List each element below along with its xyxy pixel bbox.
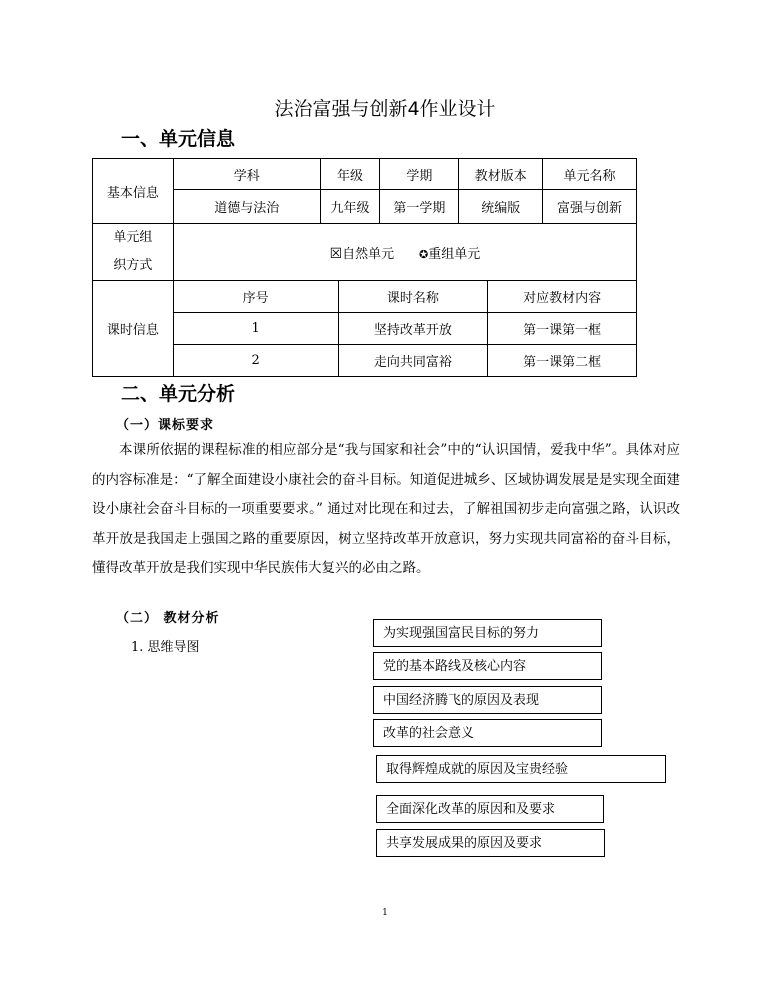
org-method-options xyxy=(173,224,636,281)
header-textbook-version: 教材版本 xyxy=(459,159,543,190)
unit-info-table xyxy=(92,158,637,377)
option-regroup-unit: 重组单元 xyxy=(428,246,481,262)
mindmap-box: 共享发展成果的原因及要求 xyxy=(376,829,605,857)
mindmap-box: 党的基本路线及核心内容 xyxy=(373,652,602,680)
lesson-content: 第一课第二框 xyxy=(488,345,637,377)
subheading-curriculum-requirements: （一）课标要求 xyxy=(116,418,215,433)
org-method-label xyxy=(93,224,174,281)
lesson-header-content: 对应教材内容 xyxy=(488,281,637,313)
header-unit-name: 单元名称 xyxy=(543,159,637,190)
value-semester: 第一学期 xyxy=(380,190,459,224)
lesson-header-name: 课时名称 xyxy=(338,281,488,313)
document-title: 法治富强与创新4作业设计 xyxy=(274,98,496,120)
lesson-info-label: 课时信息 xyxy=(93,281,174,377)
section-heading-unit-info: 一、单元信息 xyxy=(121,128,236,150)
curriculum-paragraph xyxy=(92,436,680,584)
header-subject: 学科 xyxy=(173,159,320,190)
basic-info-label: 基本信息 xyxy=(93,159,174,224)
lesson-content: 第一课第一框 xyxy=(488,313,637,345)
mindmap-box: 改革的社会意义 xyxy=(373,719,602,747)
mindmap-box: 全面深化改革的原因和及要求 xyxy=(376,795,604,823)
table-row xyxy=(93,345,637,377)
lesson-name: 坚持改革开放 xyxy=(338,313,488,345)
table-row xyxy=(93,313,637,345)
value-textbook-version: 统编版 xyxy=(459,190,543,224)
page-number: 1 xyxy=(382,908,388,918)
header-semester: 学期 xyxy=(380,159,459,190)
checkbox-checked-icon[interactable]: ☒ xyxy=(329,245,343,262)
star-bullet-icon[interactable]: ✪ xyxy=(418,247,429,261)
mindmap-box: 取得辉煌成就的原因及宝贵经验 xyxy=(376,755,666,783)
value-grade: 九年级 xyxy=(320,190,380,224)
paragraph-text: 本课所依据的课程标准的相应部分是“我与国家和社会”中的“认识国情，爱我中华”。具体对应的内容标准是：“了解全面建设小康社会的奋斗目标。知道促进城乡、区域协调发展是是实现全面建设小康社会奋斗目标的一项重要要求。” 通过对比现在和过去，了解祖国初步走向富强之路，认识改革开放是我国走上强国之路的重要原因，树立坚持改革开放意识，努力实现共同富裕的奋斗目标，懂得改革开放是我们实现中华民族伟大复兴的必由之路。 xyxy=(92,442,680,576)
header-grade: 年级 xyxy=(320,159,380,190)
lesson-number: 1 xyxy=(173,313,338,345)
org-method-label-line1: 单元组 xyxy=(113,230,153,245)
value-unit-name: 富强与创新 xyxy=(543,190,637,224)
lesson-header-number: 序号 xyxy=(173,281,338,313)
value-subject: 道德与法治 xyxy=(173,190,320,224)
mindmap-box: 为实现强国富民目标的努力 xyxy=(373,619,602,647)
mindmap-box: 中国经济腾飞的原因及表现 xyxy=(373,686,602,714)
option-natural-unit: 自然单元 xyxy=(342,246,395,262)
org-method-label-line2: 织方式 xyxy=(113,258,153,273)
mindmap-label: 1. 思维导图 xyxy=(131,640,200,655)
section-heading-unit-analysis: 二、单元分析 xyxy=(121,383,236,405)
subheading-textbook-analysis: （二） 教材分析 xyxy=(116,611,220,626)
lesson-number: 2 xyxy=(173,345,338,377)
lesson-name: 走向共同富裕 xyxy=(338,345,488,377)
